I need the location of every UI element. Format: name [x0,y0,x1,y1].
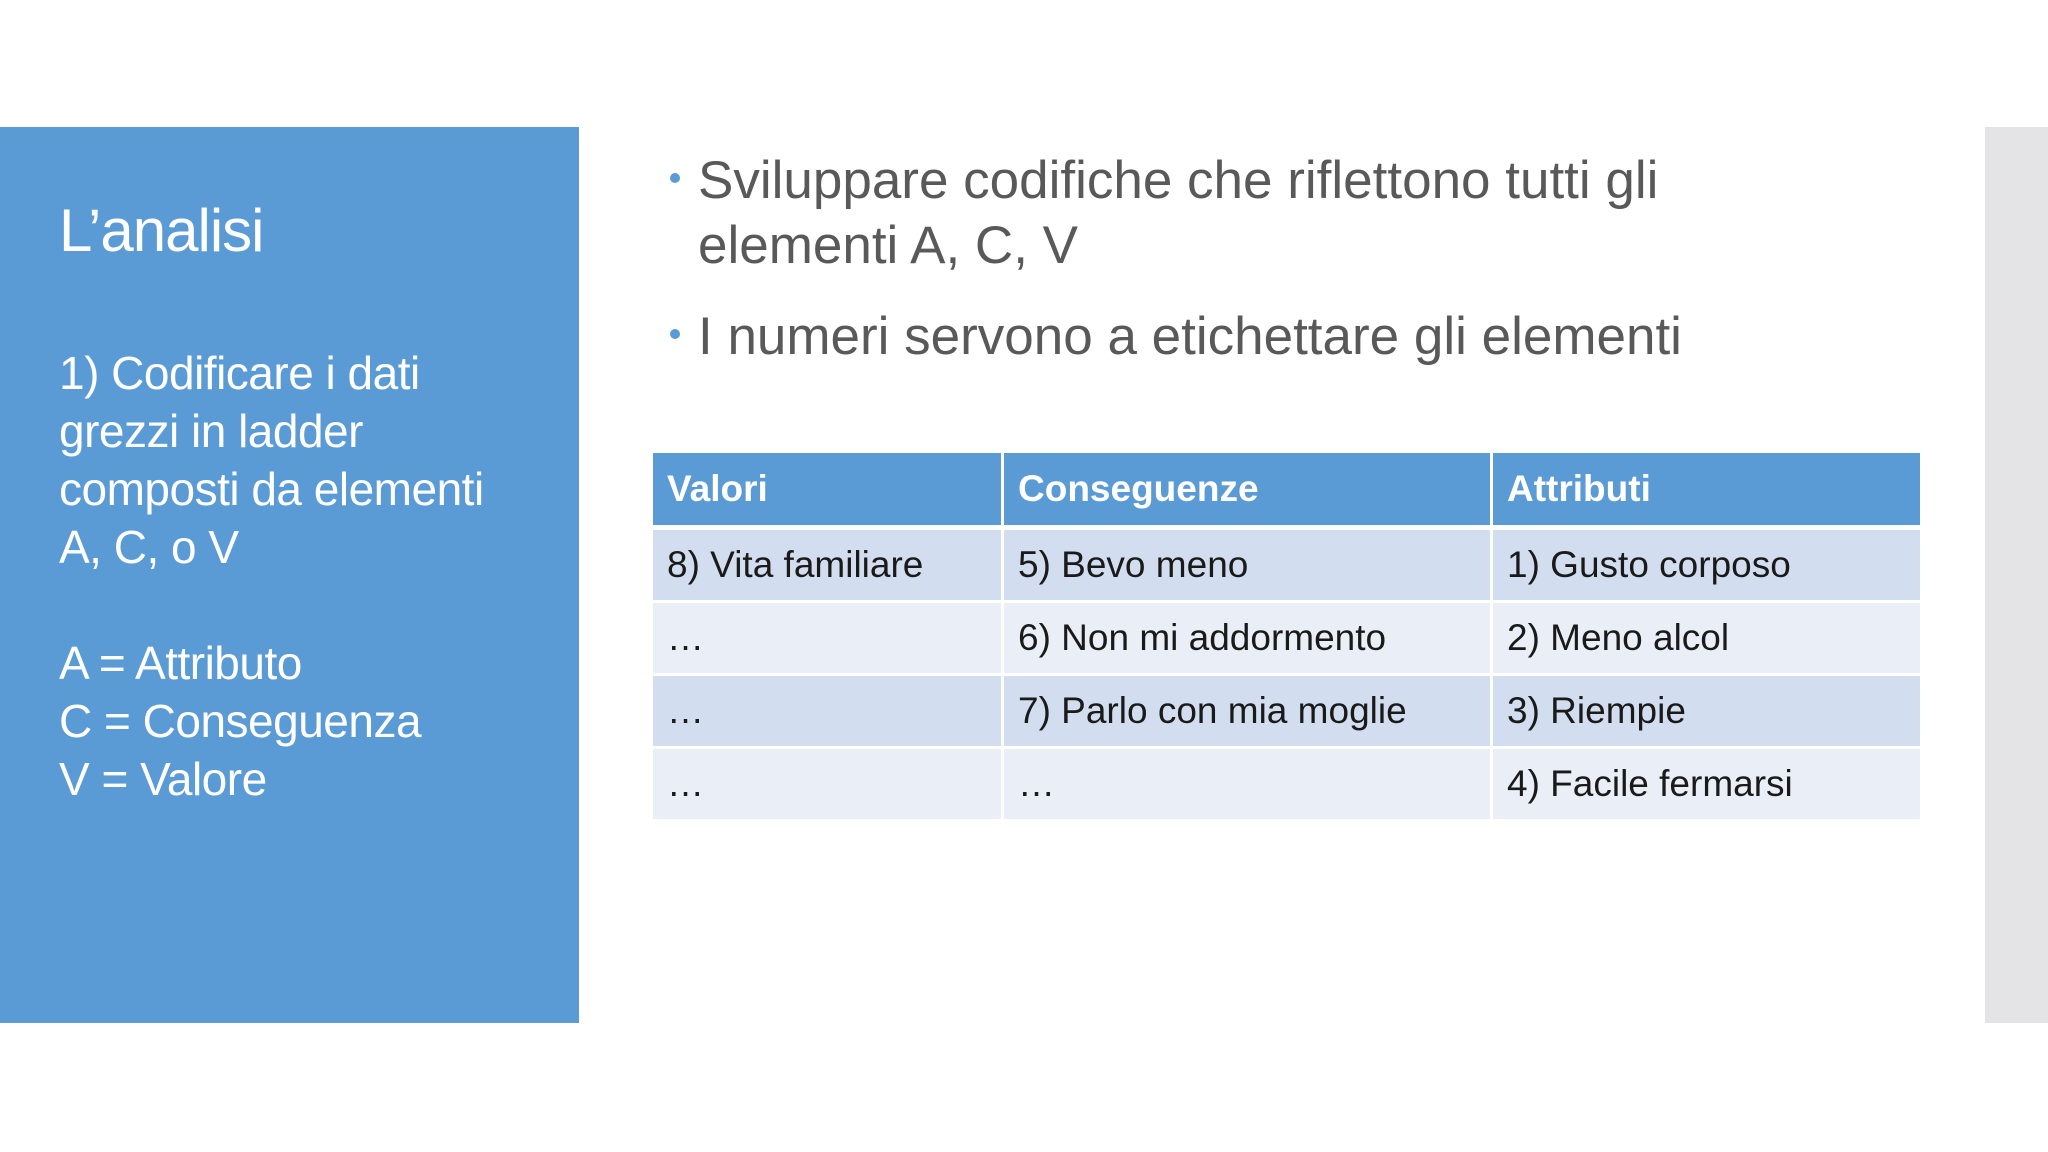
legend-line: V = Valore [59,753,267,805]
bullet-text: Sviluppare codifiche che riflettono tutti gli elementi A, C, V [698,151,1659,275]
header-valori: Valori [652,452,1003,528]
bullet-dot-icon [670,329,680,339]
step-line: composti da elementi [59,463,484,515]
table-cell: 5) Bevo meno [1003,528,1492,602]
table-row [652,675,1922,748]
ladder-table [650,450,1923,822]
header-attributi: Attributi [1492,452,1922,528]
step-line: 1) Codificare i dati [59,347,420,399]
slide-title: L’analisi [59,197,264,264]
bullet-item [668,304,1848,369]
table-cell: … [652,748,1003,821]
table-cell: 2) Meno alcol [1492,602,1922,675]
header-conseguenze: Conseguenze [1003,452,1492,528]
table-cell: … [1003,748,1492,821]
table-cell: 7) Parlo con mia moglie [1003,675,1492,748]
bullet-dot-icon [670,173,680,183]
table-cell: … [652,602,1003,675]
table-cell: 1) Gusto corposo [1492,528,1922,602]
table-cell: 4) Facile fermarsi [1492,748,1922,821]
table-row [652,602,1922,675]
bullet-item [668,148,1848,278]
bullet-list [668,148,1848,395]
step-line: A, C, o V [59,521,239,573]
legend-line: C = Conseguenza [59,695,422,747]
table-cell: 8) Vita familiare [652,528,1003,602]
left-body [59,344,559,808]
table-cell: 3) Riempie [1492,675,1922,748]
right-decor-strip [1985,127,2048,1023]
step-line: grezzi in ladder [59,405,363,457]
bullet-text: I numeri servono a etichettare gli elementi [698,307,1682,366]
legend-line: A = Attributo [59,637,302,689]
table-cell: … [652,675,1003,748]
table-cell: 6) Non mi addormento [1003,602,1492,675]
table-row [652,748,1922,821]
table-header-row [652,452,1922,528]
table-row [652,528,1922,602]
